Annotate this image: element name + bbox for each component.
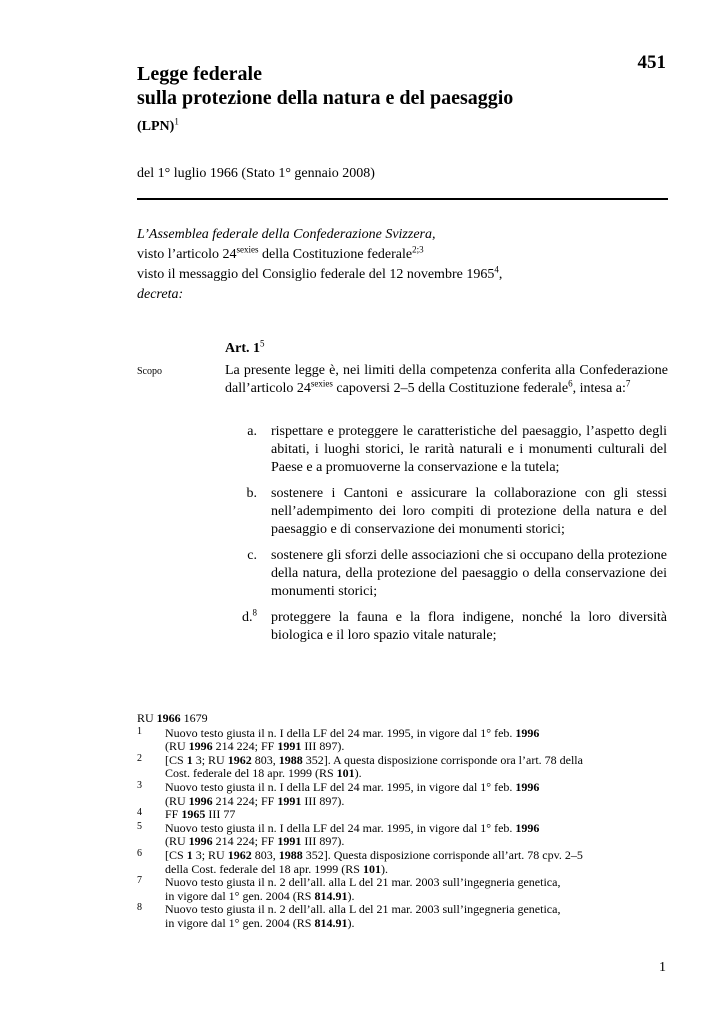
title-abbreviation (137, 118, 513, 136)
footnote-text (165, 727, 668, 754)
ru-reference: RU 1966 1679 (137, 711, 208, 725)
footnote (137, 754, 668, 781)
marginal-note: Scopo (137, 366, 162, 377)
footnote-ref[interactable]: 7 (625, 378, 631, 389)
footnote-line: in vigore dal 1° gen. 2004 (RS 814.91). (165, 888, 355, 903)
footnote-number: 1 (137, 725, 142, 737)
footnote-number: 4 (137, 807, 142, 819)
divider-rule (137, 198, 668, 200)
footnotes (137, 712, 668, 931)
footnote-line: della Cost. federale del 18 apr. 1999 (RS 101). (165, 861, 388, 876)
footnote-number: 3 (137, 779, 142, 791)
footnote-number: 6 (137, 847, 142, 859)
footnote-line: Cost. federale del 18 apr. 1999 (RS 101). (165, 766, 362, 781)
list-item (225, 547, 668, 601)
list-item (225, 423, 668, 477)
footnote (137, 781, 668, 808)
footnote-ref[interactable]: 8 (252, 607, 257, 618)
article-items (225, 423, 668, 653)
footnote-text (165, 781, 668, 808)
footnote-number: 2 (137, 752, 142, 764)
footnote-line: in vigore dal 1° gen. 2004 (RS 814.91). (165, 915, 355, 930)
sr-number: 451 (637, 52, 666, 73)
footnote-line: (RU 1996 214 224; FF 1991 III 897). (165, 793, 345, 808)
footnote-number: 8 (137, 902, 142, 914)
footnote-line: FF 1965 III 77 (165, 807, 236, 822)
footnote-text (165, 849, 668, 876)
item-label: b. (246, 486, 257, 501)
preamble-assembly: L’Assemblea federale della Confederazione Svizzera, (137, 227, 436, 242)
preamble-visto-1: visto l’articolo $24^{sexies}$ della Costituzione federale$^{2;3}$ (137, 244, 424, 262)
item-text: sostenere i Cantoni e assicurare la collaborazione con gli stessi nell’adempimento dei loro compiti di protezione della natura e del paesaggio e di conservazione dei monumenti storici; (271, 486, 667, 537)
footnote-text (165, 808, 668, 822)
footnote-line: (RU 1996 214 224; FF 1991 III 897). (165, 739, 345, 754)
item-text: rispettare e proteggere le caratteristiche del paesaggio, l’aspetto degli abitati, i luoghi storici, le rarità naturali e i monumenti culturali del Paese e a promuoverne la conservazione e la tutela; (271, 424, 667, 475)
footnote-line: [CS 1 3; RU 1962 803, 1988 352]. A questa disposizione corrisponde ora l’art. 78 della (165, 752, 583, 767)
preamble (137, 225, 668, 305)
item-text: proteggere la fauna e la flora indigene, nonché la loro diversità biologica e il loro spazio vitale naturale; (271, 610, 667, 643)
title-line-2: sulla protezione della natura e del paesaggio (137, 87, 514, 109)
footnote-ref[interactable]: 2;3 (412, 244, 424, 255)
footnote-number: 7 (137, 875, 142, 887)
footnote-ref[interactable]: 6 (568, 378, 573, 389)
footnote (137, 808, 668, 822)
footnote-text (165, 754, 668, 781)
footnote-ref[interactable]: 4 (494, 264, 499, 275)
footnote-text (165, 822, 668, 849)
footnote-ref[interactable]: 5 (260, 338, 265, 349)
footnote-line: Nuovo testo giusta il n. I della LF del 24 mar. 1995, in vigore dal 1° feb. 1996 (165, 779, 540, 794)
title-line-1: Legge federale (137, 63, 262, 85)
item-text: sostenere gli sforzi delle associazioni che si occupano della protezione della natura, della protezione del paesaggio o della conservazione dei monumenti storici; (271, 548, 667, 599)
preamble-decreta: decreta: (137, 287, 184, 302)
footnote-line: Nuovo testo giusta il n. 2 dell’all. alla L del 21 mar. 2003 sull’ingegneria genetica, (165, 875, 561, 890)
list-item (225, 609, 668, 645)
footnote (137, 849, 668, 876)
page-number: 1 (659, 960, 666, 975)
footnote (137, 822, 668, 849)
footnote-text (165, 876, 668, 903)
item-label: a. (247, 424, 257, 439)
abbr-text: (LPN) (137, 119, 175, 134)
footnote-line: Nuovo testo giusta il n. 2 dell’all. alla L del 21 mar. 2003 sull’ingegneria genetica, (165, 902, 561, 917)
list-item (225, 485, 668, 539)
footnote-number: 5 (137, 820, 142, 832)
footnote-ref[interactable]: 1 (174, 116, 179, 127)
item-label: c. (247, 548, 257, 563)
preamble-visto-2: visto il messaggio del Consiglio federale del 12 novembre 1965$^4$, (137, 264, 503, 282)
law-title (137, 62, 513, 136)
footnote-text (165, 903, 668, 930)
footnote-line: Nuovo testo giusta il n. I della LF del 24 mar. 1995, in vigore dal 1° feb. 1996 (165, 725, 540, 740)
footnote (137, 903, 668, 930)
footnote-line: Nuovo testo giusta il n. I della LF del 24 mar. 1995, in vigore dal 1° feb. 1996 (165, 820, 540, 835)
footnote (137, 876, 668, 903)
article-intro: La presente legge è, nei limiti della competenza conferita alla Confederazione dall’articolo $24^{sexies}$ capoversi 2–5 della Costituzione federale$^6$, intesa a:$^7$ (225, 363, 668, 396)
date-line: del 1° luglio 1966 (Stato 1° gennaio 2008) (137, 166, 375, 181)
footnote-line: (RU 1996 214 224; FF 1991 III 897). (165, 834, 345, 849)
item-label: d.$^8$ (242, 607, 257, 625)
footnote (137, 727, 668, 754)
footnote-line: [CS 1 3; RU 1962 803, 1988 352]. Questa disposizione corrisponde all’art. 78 cpv. 2–5 (165, 847, 583, 862)
article-title: Art. $1^5$ (225, 338, 265, 356)
